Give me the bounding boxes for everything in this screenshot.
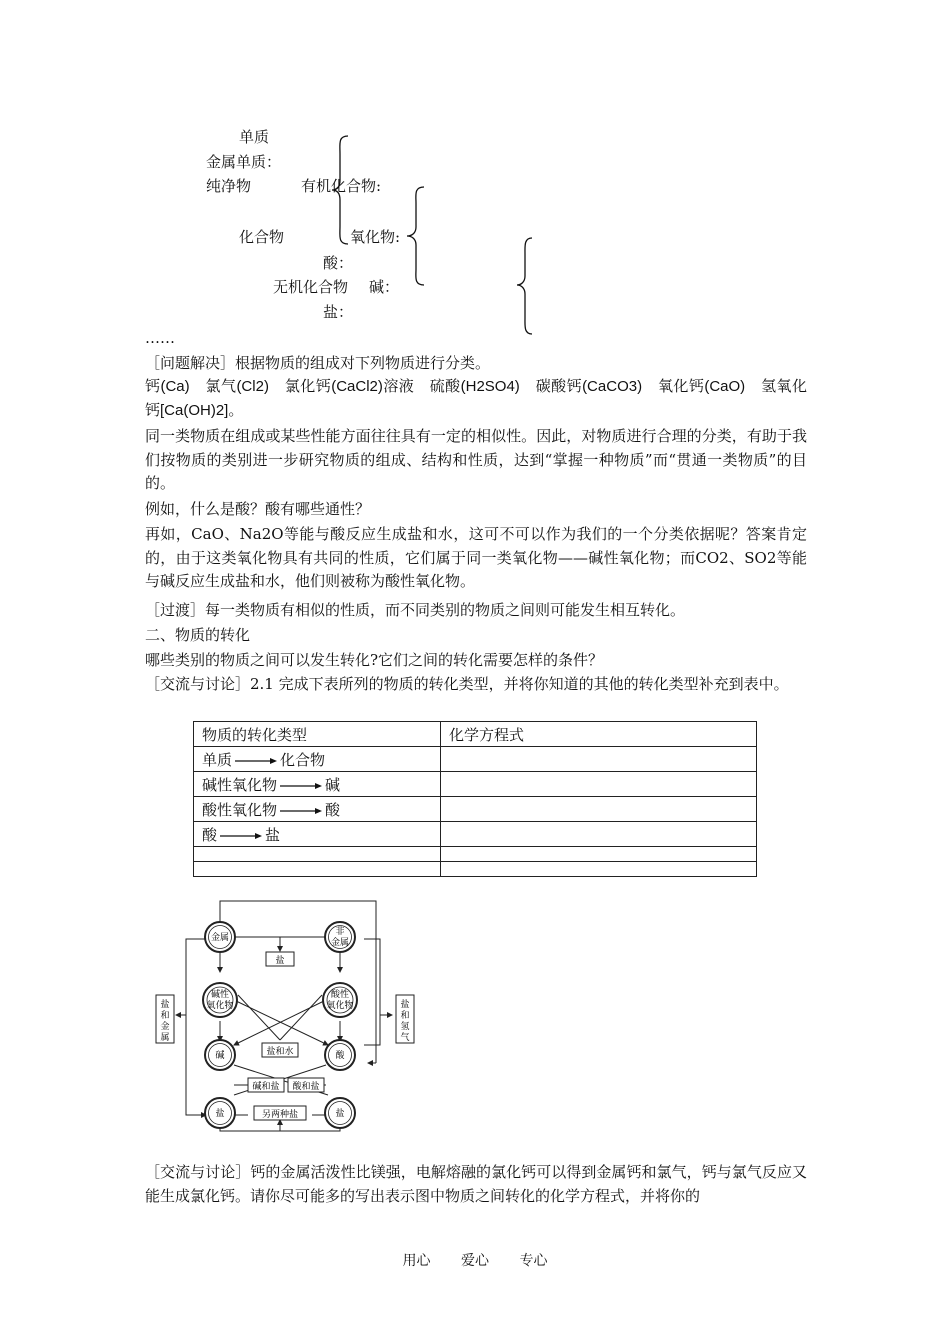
brace-3 [514, 236, 534, 336]
box-salt-hydrogen [396, 995, 414, 1043]
equation-cell[interactable] [441, 797, 757, 822]
para-classification: 同一类物质在组成或某些性能方面往往具有一定的相似性。因此，对物质进行合理的分类，有助于我们按物质的类别进一步研究物质的组成、结构和性质，达到“掌握一种物质”而“贯通一类物质”的目的。 [145, 427, 807, 492]
tree-inorganic: 无机化合物 [273, 278, 349, 296]
tree-organic: 有机化合物: [301, 177, 382, 195]
tree-compound: 化合物 [239, 228, 285, 246]
svg-text:盐和水: 盐和水 [266, 1047, 294, 1057]
svg-text:金: 金 [160, 1022, 170, 1032]
table-header-equation: 化学方程式 [441, 722, 757, 747]
table-row [194, 797, 757, 822]
table-header-type: 物质的转化类型 [194, 722, 441, 747]
section-heading: 二、物质的转化 [145, 626, 251, 644]
row-from: 单质 [202, 750, 233, 769]
box-salt-metal [156, 995, 174, 1043]
table-row [194, 847, 757, 862]
row-to: 化合物 [280, 750, 326, 769]
node-basic-oxide [203, 983, 237, 1017]
tree-metal-simple: 金属单质： [206, 153, 282, 171]
conversion-table [193, 721, 757, 877]
tree-base: 碱： [369, 278, 400, 296]
svg-text:氢: 氢 [400, 1022, 410, 1032]
para-transition: ［过渡］每一类物质有相似的性质，而不同类别的物质之间则可能发生相互转化。 [145, 601, 686, 619]
para-question: 哪些类别的物质之间可以发生转化?它们之间的转化需要怎样的条件？ [145, 651, 604, 669]
para-oxides: 再如，CaO、Na2O等能与酸反应生成盐和水，这可不可以作为我们的一个分类依据呢？答案肯定的，由于这类氧化物具有共同的性质，它们属于同一类氧化物——碱性氧化物；而CO2、SO2等能与碱反应生成盐和水，他们则被称为酸性氧化物。 [145, 525, 807, 590]
node-salt-left [205, 1098, 235, 1128]
table-row [194, 862, 757, 877]
svg-text:盐: 盐 [400, 1000, 410, 1010]
equation-cell[interactable] [441, 772, 757, 797]
node-basic-oxide-label-2: 氧化物 [206, 1001, 234, 1011]
svg-text:盐: 盐 [275, 956, 285, 966]
para-discussion-1: ［交流与讨论］2.1 完成下表所列的物质的转化类型，并将你知道的其他的转化类型补充到表中。 [145, 675, 789, 693]
arrow-icon [279, 781, 323, 791]
node-acid [325, 1040, 355, 1070]
box-base-salt [248, 1078, 284, 1092]
brace-2 [404, 185, 426, 287]
row-to: 盐 [265, 825, 281, 844]
svg-text:气: 气 [400, 1033, 410, 1043]
tree-acid: 酸： [323, 254, 354, 272]
node-nonmetal-label-1: 非 [335, 927, 345, 937]
row-from: 碱性氧化物 [202, 775, 278, 794]
node-salt-right-label: 盐 [335, 1109, 345, 1119]
tree-salt: 盐： [323, 303, 354, 321]
table-header-row [194, 722, 757, 747]
node-acid-label: 酸 [335, 1051, 345, 1061]
tree-simple: 单质 [239, 128, 270, 146]
tree-oxide: 氧化物: [350, 228, 401, 246]
node-acid-oxide [323, 983, 357, 1017]
arrow-icon [279, 806, 323, 816]
svg-text:酸和盐: 酸和盐 [292, 1082, 320, 1092]
row-from: 酸性氧化物 [202, 800, 278, 819]
arrow-icon [219, 831, 263, 841]
svg-text:和: 和 [160, 1011, 170, 1021]
svg-text:和: 和 [400, 1011, 410, 1021]
row-to: 酸 [325, 800, 341, 819]
arrow-icon [234, 756, 278, 766]
table-row [194, 772, 757, 797]
node-basic-oxide-label-1: 碱性 [210, 990, 230, 1000]
tree-pure: 纯净物 [206, 177, 252, 195]
node-salt-right [325, 1098, 355, 1128]
svg-text:另两种盐: 另两种盐 [261, 1110, 299, 1120]
para-acid-question: 例如，什么是酸？酸有哪些通性？ [145, 500, 371, 518]
svg-text:属: 属 [160, 1033, 170, 1043]
node-metal [205, 922, 235, 952]
page-footer: 用心 爱心 专心 [402, 1253, 548, 1269]
brace-1 [330, 134, 350, 246]
tree-ellipsis: …… [145, 329, 175, 347]
row-to: 碱 [325, 775, 341, 794]
conversion-diagram [148, 895, 428, 1135]
box-two-salts [254, 1106, 306, 1120]
svg-text:碱和盐: 碱和盐 [252, 1082, 280, 1092]
table-row [194, 747, 757, 772]
node-metal-label: 金属 [210, 933, 230, 943]
node-nonmetal-label-2: 金属 [330, 938, 350, 948]
table-row [194, 822, 757, 847]
node-nonmetal [325, 922, 355, 952]
box-salt-top [266, 952, 294, 966]
equation-cell[interactable] [441, 822, 757, 847]
para-discussion-2: ［交流与讨论］钙的金属活泼性比镁强，电解熔融的氯化钙可以得到金属钙和氯气，钙与氯气反应又能生成氯化钙。请你尽可能多的写出表示图中物质之间转化的化学方程式，并将你的 [145, 1163, 807, 1205]
box-acid-salt [288, 1078, 324, 1092]
node-acid-oxide-label-1: 酸性 [330, 990, 350, 1000]
node-acid-oxide-label-2: 氧化物 [326, 1001, 354, 1011]
para-problem: ［问题解决］根据物质的组成对下列物质进行分类。 [145, 354, 491, 372]
node-base [205, 1040, 235, 1070]
box-salt-water [262, 1043, 298, 1057]
equation-cell[interactable] [441, 747, 757, 772]
node-salt-left-label: 盐 [215, 1109, 225, 1119]
row-from: 酸 [202, 825, 218, 844]
node-base-label: 碱 [215, 1051, 225, 1061]
para-substances: 钙(Ca) 氯气(Cl2) 氯化钙(CaCl2)溶液 硫酸(H2SO4) 碳酸钙(CaCO3) 氧化钙(CaO) 氢氧化钙[Ca(OH)2]。 [145, 378, 807, 419]
svg-text:盐: 盐 [160, 1000, 170, 1010]
